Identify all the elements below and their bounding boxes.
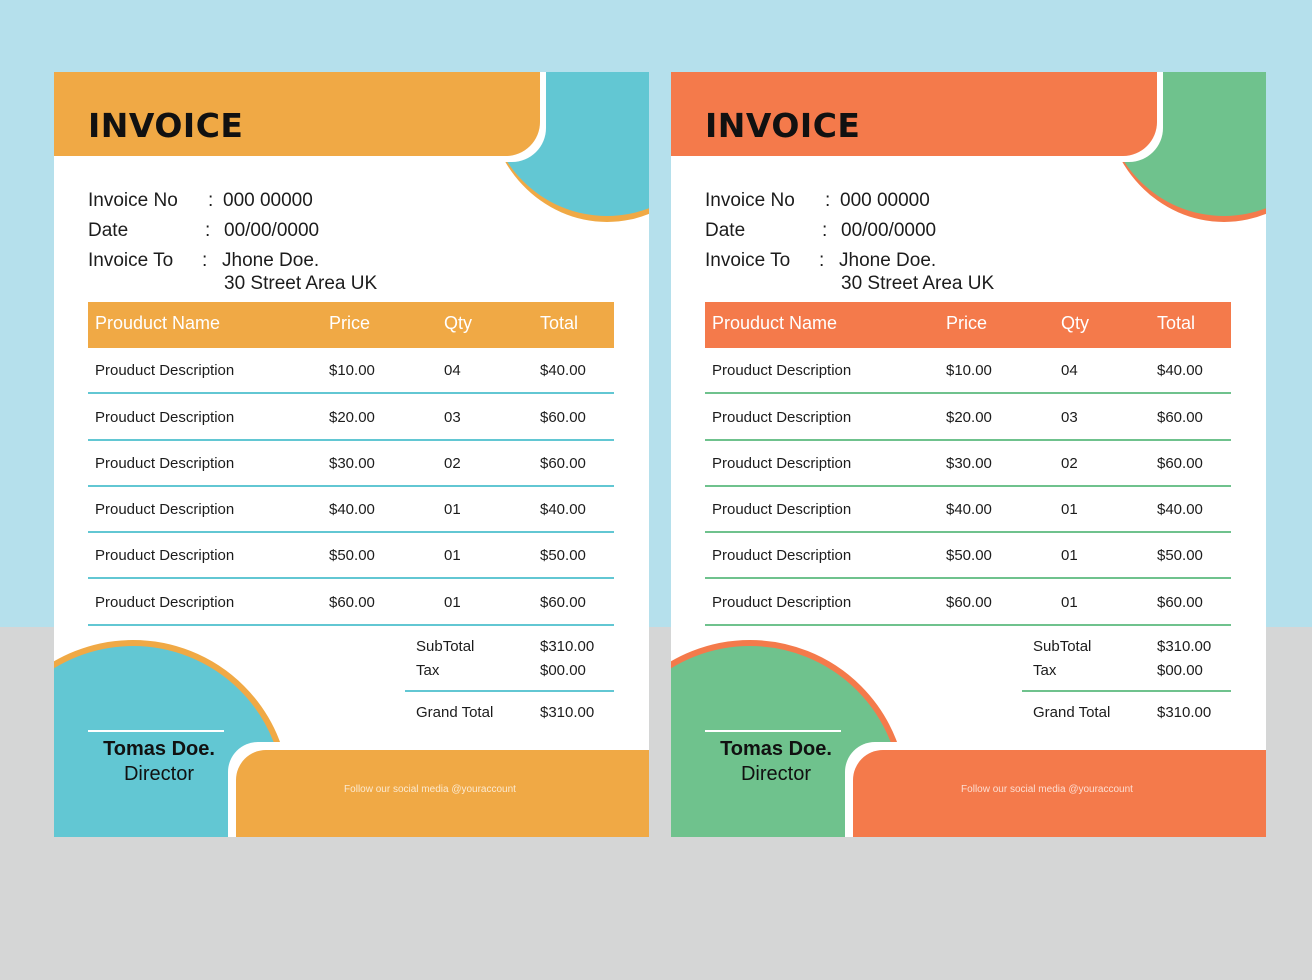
invoice-to-name: Jhone Doe.: [222, 250, 320, 271]
table-row: [705, 348, 1231, 394]
invoice-to-address: 30 Street Area UK: [841, 273, 995, 294]
invoice-number-value: 000 00000: [223, 190, 313, 211]
cell-product: Prouduct Description: [95, 455, 235, 472]
table-row: [88, 348, 614, 394]
grand-total-value: $310.00: [540, 704, 595, 721]
table-header: [88, 302, 614, 348]
cell-price: $30.00: [946, 455, 992, 472]
column-header-price: Price: [329, 313, 371, 333]
colon: :: [819, 250, 825, 271]
table-header: [705, 302, 1231, 348]
cell-qty: 02: [1061, 455, 1078, 472]
column-header-qty: Qty: [1061, 313, 1090, 333]
subtotal-label: SubTotal: [416, 638, 475, 655]
invoice-number-label: Invoice No: [88, 190, 178, 211]
cell-qty: 01: [1061, 501, 1078, 518]
cell-qty: 04: [444, 362, 461, 379]
signature-line: [705, 730, 841, 732]
colon: :: [208, 190, 214, 211]
invoice-number-value: 000 00000: [840, 190, 930, 211]
footer-bar: [236, 750, 649, 837]
cell-product: Prouduct Description: [95, 594, 235, 611]
subtotal-label: SubTotal: [1033, 638, 1092, 655]
cell-total: $60.00: [540, 455, 586, 472]
cell-price: $20.00: [329, 409, 375, 426]
totals-divider: [1022, 690, 1231, 692]
cell-price: $10.00: [329, 362, 375, 379]
cell-product: Prouduct Description: [95, 409, 235, 426]
table-row: [88, 395, 614, 441]
column-header-qty: Qty: [444, 313, 473, 333]
cell-price: $10.00: [946, 362, 992, 379]
tax-label: Tax: [416, 662, 440, 679]
table-row: [705, 580, 1231, 626]
invoice-to-label: Invoice To: [88, 250, 174, 271]
table-row: [88, 580, 614, 626]
cell-total: $60.00: [1157, 594, 1203, 611]
cell-price: $30.00: [329, 455, 375, 472]
cell-product: Prouduct Description: [712, 501, 852, 518]
footer-bar: [853, 750, 1266, 837]
cell-product: Prouduct Description: [712, 547, 852, 564]
table-row: [705, 441, 1231, 487]
table-row: [705, 533, 1231, 579]
cell-product: Prouduct Description: [712, 409, 852, 426]
cell-total: $60.00: [1157, 409, 1203, 426]
cell-qty: 01: [444, 501, 461, 518]
cell-total: $40.00: [540, 501, 586, 518]
grand-total-label: Grand Total: [416, 704, 494, 721]
signatory-title: Director: [123, 763, 194, 785]
tax-label: Tax: [1033, 662, 1057, 679]
date-label: Date: [705, 220, 746, 241]
grand-total-label: Grand Total: [1033, 704, 1111, 721]
signatory-title: Director: [740, 763, 811, 785]
signatory-name: Tomas Doe.: [103, 738, 215, 760]
colon: :: [202, 250, 208, 271]
cell-product: Prouduct Description: [712, 362, 852, 379]
cell-total: $40.00: [540, 362, 586, 379]
colon: :: [205, 220, 211, 241]
cell-qty: 01: [1061, 547, 1078, 564]
cell-price: $50.00: [329, 547, 375, 564]
invoice-title: INVOICE: [705, 106, 861, 145]
footer-social-text: Follow our social media @youraccount: [961, 784, 1133, 795]
cell-total: $60.00: [540, 594, 586, 611]
totals-divider: [405, 690, 614, 692]
cell-qty: 02: [444, 455, 461, 472]
tax-value: $00.00: [540, 662, 586, 679]
date-value: 00/00/0000: [841, 220, 937, 241]
footer-social-text: Follow our social media @youraccount: [344, 784, 516, 795]
table-row: [705, 395, 1231, 441]
cell-product: Prouduct Description: [712, 594, 852, 611]
table-row: [88, 487, 614, 533]
colon: :: [825, 190, 831, 211]
cell-product: Prouduct Description: [95, 547, 235, 564]
invoice-title: INVOICE: [88, 106, 244, 145]
grand-total-value: $310.00: [1157, 704, 1212, 721]
subtotal-value: $310.00: [1157, 638, 1212, 655]
cell-product: Prouduct Description: [712, 455, 852, 472]
subtotal-value: $310.00: [540, 638, 595, 655]
signature-line: [88, 730, 224, 732]
cell-qty: 01: [1061, 594, 1078, 611]
table-row: [705, 487, 1231, 533]
cell-price: $40.00: [946, 501, 992, 518]
cell-price: $40.00: [329, 501, 375, 518]
cell-price: $60.00: [946, 594, 992, 611]
column-header-product: Prouduct Name: [95, 313, 221, 333]
invoice-to-label: Invoice To: [705, 250, 791, 271]
invoice-number-label: Invoice No: [705, 190, 795, 211]
invoice-card-coral: [671, 72, 1266, 837]
date-value: 00/00/0000: [224, 220, 320, 241]
table-row: [88, 533, 614, 579]
cell-qty: 01: [444, 547, 461, 564]
cell-total: $40.00: [1157, 501, 1203, 518]
invoice-card-orange: [54, 72, 649, 837]
cell-qty: 03: [444, 409, 461, 426]
column-header-total: Total: [540, 313, 579, 333]
cell-qty: 03: [1061, 409, 1078, 426]
cell-total: $40.00: [1157, 362, 1203, 379]
invoice-to-address: 30 Street Area UK: [224, 273, 378, 294]
cell-total: $60.00: [1157, 455, 1203, 472]
signatory-name: Tomas Doe.: [720, 738, 832, 760]
column-header-product: Prouduct Name: [712, 313, 838, 333]
column-header-total: Total: [1157, 313, 1196, 333]
table-row: [88, 441, 614, 487]
column-header-price: Price: [946, 313, 988, 333]
cell-qty: 01: [444, 594, 461, 611]
date-label: Date: [88, 220, 129, 241]
cell-total: $50.00: [1157, 547, 1203, 564]
cell-price: $60.00: [329, 594, 375, 611]
cell-price: $20.00: [946, 409, 992, 426]
tax-value: $00.00: [1157, 662, 1203, 679]
cell-product: Prouduct Description: [95, 362, 235, 379]
invoice-to-name: Jhone Doe.: [839, 250, 937, 271]
colon: :: [822, 220, 828, 241]
cell-total: $60.00: [540, 409, 586, 426]
cell-qty: 04: [1061, 362, 1078, 379]
cell-total: $50.00: [540, 547, 586, 564]
cell-product: Prouduct Description: [95, 501, 235, 518]
cell-price: $50.00: [946, 547, 992, 564]
